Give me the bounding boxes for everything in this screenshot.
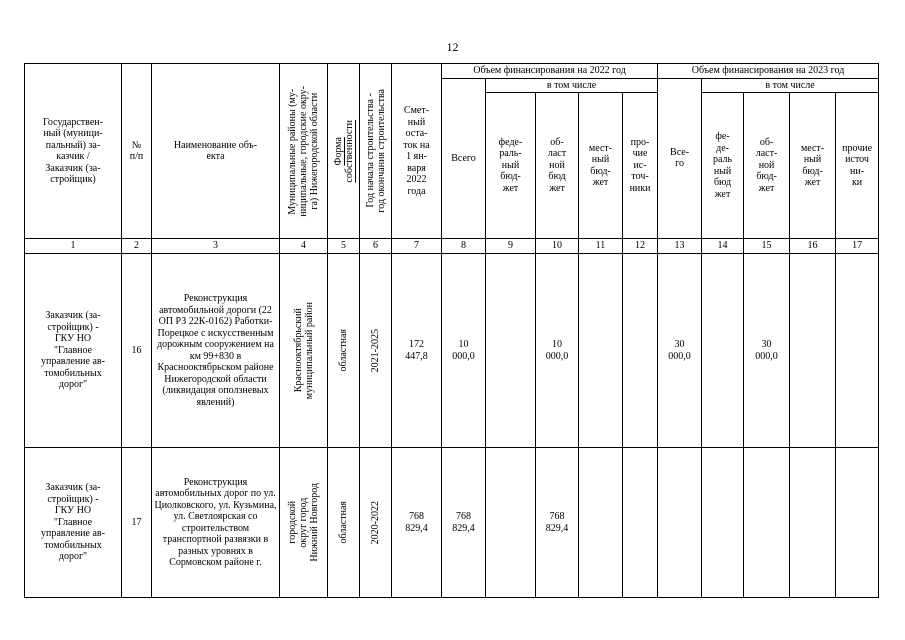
header-fed-2022: феде- раль- ный бюд- жет xyxy=(486,93,536,239)
row-reg-2023: 30 000,0 xyxy=(744,254,790,448)
row-loc-2023 xyxy=(790,254,836,448)
row-total-2022: 10 000,0 xyxy=(442,254,486,448)
header-num: № п/п xyxy=(122,64,152,239)
row-object-name: Реконструкция автомобильной дороги (22 ОП РЗ 22К-0162) Работки-Порецкое с искусственным дорожным сооружением на км 99+830 в Краснооктябрьском районе Нижегородской области (ликвидация оползневых явлений) xyxy=(152,254,280,448)
row-ownership: областная xyxy=(328,448,360,598)
row-balance: 172 447,8 xyxy=(392,254,442,448)
row-total-2022: 768 829,4 xyxy=(442,448,486,598)
row-oth-2023 xyxy=(836,448,879,598)
header-loc-2023: мест- ный бюд- жет xyxy=(790,93,836,239)
header-loc-2022: мест- ный бюд- жет xyxy=(579,93,623,239)
header-total-2023: Все- го xyxy=(658,78,702,239)
row-loc-2022 xyxy=(579,448,623,598)
header-ownership: Форма собственности xyxy=(328,64,360,239)
column-number: 17 xyxy=(836,239,879,254)
financing-table xyxy=(24,63,879,598)
column-number: 8 xyxy=(442,239,486,254)
header-fin-2023: Объем финансирования на 2023 год xyxy=(658,64,879,79)
row-loc-2023 xyxy=(790,448,836,598)
row-years: 2021-2025 xyxy=(360,254,392,448)
header-reg-2023: об- ласт- ной бюд- жет xyxy=(744,93,790,239)
row-loc-2022 xyxy=(579,254,623,448)
row-num: 16 xyxy=(122,254,152,448)
row-ownership: областная xyxy=(328,254,360,448)
column-number: 13 xyxy=(658,239,702,254)
row-oth-2022 xyxy=(623,448,658,598)
column-number: 2 xyxy=(122,239,152,254)
column-number: 9 xyxy=(486,239,536,254)
row-fed-2022 xyxy=(486,448,536,598)
table-row xyxy=(25,448,879,598)
table-row xyxy=(25,254,879,448)
row-fed-2023 xyxy=(702,448,744,598)
column-number: 4 xyxy=(280,239,328,254)
row-object-name: Реконструкция автомобильных дорог по ул. Циолковского, ул. Кузьмина, ул. Светлоярская со строительством транспортной развязки в разных уровнях в Сормовском районе г. xyxy=(152,448,280,598)
row-reg-2023 xyxy=(744,448,790,598)
header-oth-2023: прочие источ ни- ки xyxy=(836,93,879,239)
header-incl-2022: в том числе xyxy=(486,78,658,93)
column-number-row xyxy=(25,239,879,254)
header-oth-2022: про- чие ис- точ- ники xyxy=(623,93,658,239)
header-balance: Смет- ный оста- ток на 1 ян- варя 2022 года xyxy=(392,64,442,239)
column-number: 14 xyxy=(702,239,744,254)
column-number: 7 xyxy=(392,239,442,254)
row-reg-2022: 768 829,4 xyxy=(536,448,579,598)
header-reg-2022: об- ласт ной бюд жет xyxy=(536,93,579,239)
column-number: 5 xyxy=(328,239,360,254)
row-years: 2020-2022 xyxy=(360,448,392,598)
row-total-2023 xyxy=(658,448,702,598)
column-number: 16 xyxy=(790,239,836,254)
column-number: 11 xyxy=(579,239,623,254)
row-fed-2023 xyxy=(702,254,744,448)
row-district: городской округ город Нижний Новгород xyxy=(280,448,328,598)
header-districts: Муниципальные районы (му- ниципальные, городские окру- га) Нижегородской области xyxy=(280,64,328,239)
column-number: 12 xyxy=(623,239,658,254)
column-number: 1 xyxy=(25,239,122,254)
header-incl-2023: в том числе xyxy=(702,78,879,93)
header-total-2022: Всего xyxy=(442,78,486,239)
column-number: 3 xyxy=(152,239,280,254)
page-number: 12 xyxy=(446,40,459,54)
column-number: 6 xyxy=(360,239,392,254)
row-balance: 768 829,4 xyxy=(392,448,442,598)
row-district: Краснооктябрьский муниципальный район xyxy=(280,254,328,448)
row-oth-2022 xyxy=(623,254,658,448)
header-fin-2022: Объем финансирования на 2022 год xyxy=(442,64,658,79)
row-customer: Заказчик (за- стройщик) - ГКУ НО "Главное управление ав- томобильных дорог" xyxy=(25,448,122,598)
row-customer: Заказчик (за- стройщик) - ГКУ НО "Главное управление ав- томобильных дорог" xyxy=(25,254,122,448)
header-customer: Государствен- ный (муници- пальный) за- казчик / Заказчик (за- стройщик) xyxy=(25,64,122,239)
header-object-name: Наименование объ- екта xyxy=(152,64,280,239)
column-number: 10 xyxy=(536,239,579,254)
header-years: Год начала строительства - год окончания строительства xyxy=(360,64,392,239)
row-reg-2022: 10 000,0 xyxy=(536,254,579,448)
column-number: 15 xyxy=(744,239,790,254)
header-fed-2023: фе- де- раль ный бюд жет xyxy=(702,93,744,239)
row-total-2023: 30 000,0 xyxy=(658,254,702,448)
row-fed-2022 xyxy=(486,254,536,448)
row-num: 17 xyxy=(122,448,152,598)
row-oth-2023 xyxy=(836,254,879,448)
